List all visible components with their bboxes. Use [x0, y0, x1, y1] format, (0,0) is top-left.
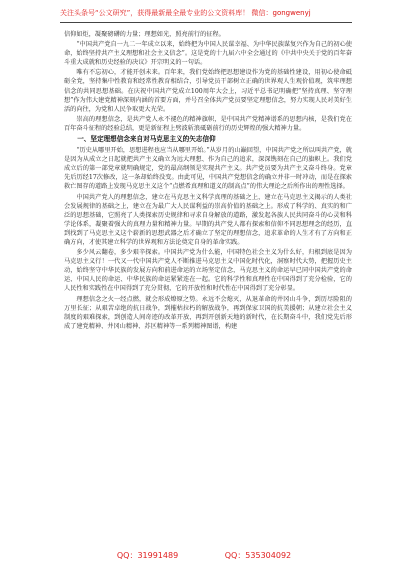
wechat-id: gongwenyj: [272, 9, 311, 17]
paragraph-8: 理想信念之火一经点燃，就会形成燎原之势。永远不会熄灭，从退革命的井冈山斗争，到历尽险阻的万里长征；从艰苦卓绝的抗日战争，到摧枯拉朽的解放战争，再到保家卫国的抗美援朝；从建立社会主义制度的艰难探索，到创造人间奇迹的改革开放，再到开创新天地的新时代，在长期奋斗中，我们党先后形成了建党精神、井冈山精神、苏区精神等一系列精神图谱，构建: [64, 295, 352, 330]
paragraph-2: “中国共产党自一九二一年成立以来，始终把为中国人民谋幸福、为中华民族谋复兴作为自己的初心使命，始终坚持共产主义理想和社会主义信念”。这是党的十九届六中全会通过的《中共中央关于党的百年奋斗重大成就和历史经验的决议》开宗明义的一句话。: [64, 41, 352, 67]
wechat-label: 微信：: [251, 9, 273, 17]
paragraph-1: 信仰如炬，凝聚磅礴的力量；理想如光，照亮前行的征程。: [64, 31, 225, 38]
top-banner: [60, 8, 360, 22]
banner-text: 关注头条号“公文研究”，获得最新最全最专业的公文资料库！: [60, 9, 250, 17]
footer-qq: QQ：31991489: [116, 551, 179, 560]
section-heading: 一、坚定理想信念来自对马克思主义的矢志信仰: [77, 135, 216, 144]
document-body: [64, 30, 352, 540]
header-divider: [60, 22, 352, 23]
paragraph-3: 唯有不忘初心，才能开创未来。百年来，我们党始终把思想建设作为党的基础性建设，用初心使命砥砺全党，坚持集中性教育和经常性教育相结合，引导党员干部树立正确的世界观人生观价值观，筑牢理想信念的共同思想基础。在庆祝中国共产党成立100周年大会上，习近平总书记明确把“坚持真理、坚守理想”作为伟大建党精神深刻内涵的首要方面，并号召全体共产党员要坚定理想信念，努力实现人民对美好生活的向往，为党和人民争取更大光荣。: [64, 69, 352, 113]
footer-qq-group: QQ：535304092: [224, 551, 292, 560]
footer-contacts: [0, 550, 408, 564]
paragraph-5: “历史从哪里开始，思想进程也应当从哪里开始。”从岁月的山巅回望，中国共产党之所以叫共产党，就是因为从成立之日起就把共产主义确立为远大理想、作为自己的追求，深深镌刻在自己的旗帜上。我们党成立后的第一部党章就明确规定，党的最高纲领是实现共产主义。共产党员要为共产主义奋斗终身。党章先后历经17次修改，这一条却始终没变。由此可见，中国共产党想信念的确立并非一时冲动，而是在探索救亡图存的道路上发现马克思主义这个“点燃希真理和道义的制高点”的伟大理论之后所作出的理性选择。: [64, 147, 352, 191]
paragraph-4: 崇高的理想信念，是共产党人永不褪色的精神旗帜，是中国共产党精神谱系的思想内核，是我们党在百年奋斗征程的经验总结，更是新征程上劈波斩浪砥砺前行的历史辉煌的强大精神力量。: [64, 115, 352, 132]
paragraph-6: 中国共产党人的理想信念，建立在马克思主义科学真理的基础之上，建立在马克思主义揭示的人类社会发展规律的基础之上，建立在为最广大人民谋利益的崇高价值的基础之上。形成了科学的、真实的和广泛的思想基础，它照亮了人类探索历史规律和寻求自身解放的道路，激发起各族人民共同奋斗的心灵和科学论体系，凝聚着强大的真理力量和精神力量。早期的共产党人都有探索和信仰不同思想理念的经历，直到找到了马克思主义这个崭新的思想武器之后才确立了坚定的理想信念，追求革命的人生才有了方向和正确方向，才使其建立科学的世界观和方法论奠定自身的革命实践。: [64, 193, 352, 246]
paragraph-7: 多少风云翻卷，多少艰辛探索。中国共产党为什么能，中国特色社会主义为什么好，归根到底是因为马克思主义行！一代又一代中国共产党人不断推进马克思主义中国化时代化，洞察时代大势，把握历史主动，始终坚守中华民族的发展方向和前进命运的立场坚定信念，马克思主义的命运早已同中国共产党的命运、中国人民的命运、中华民族的命运紧紧连在一起。它的科学性和真理性在中国得到了充分检验，它的人民性和实践性在中国得到了充分贯彻，它的开放性和时代性在中国得到了充分彰显。: [64, 249, 352, 293]
